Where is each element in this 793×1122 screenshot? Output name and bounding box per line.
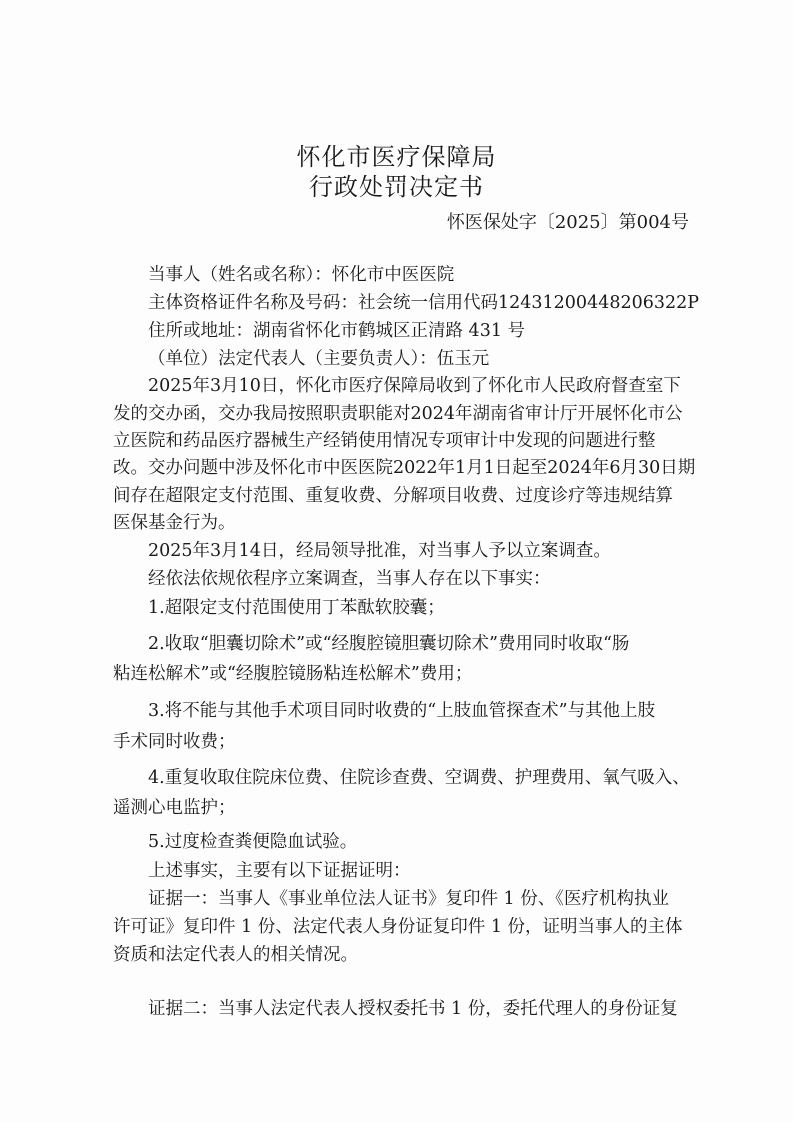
- party-address-line: 住所或地址：湖南省怀化市鹤城区正清路 431 号: [148, 321, 526, 341]
- paragraph-line: 立医院和药品医疗器械生产经销使用情况专项审计中发现的问题进行整: [113, 431, 656, 451]
- party-credential-line: 主体资格证件名称及号码：社会统一信用代码12431200448206322P: [148, 293, 700, 313]
- fact-item: 5.过度检查粪便隐血试验。: [148, 832, 358, 852]
- document-title-agency: 怀化市医疗保障局: [296, 143, 497, 171]
- legal-representative-line: （单位）法定代表人（主要负责人）：伍玉元: [148, 349, 490, 369]
- evidence-line: 许可证》复印件 1 份、法定代表人身份证复印件 1 份，证明当事人的主体: [113, 917, 683, 937]
- fact-item: 2.收取“胆囊切除术”或“经腹腔镜胆囊切除术”费用同时收取“肠: [148, 634, 630, 654]
- paragraph-line: 上述事实，主要有以下证据证明：: [148, 861, 411, 881]
- paragraph-line: 2025年3月14日，经局领导批准，对当事人予以立案调查。: [148, 541, 611, 561]
- fact-item: 1.超限定支付范围使用丁苯酞软胶囊；: [148, 598, 445, 618]
- fact-item-continuation: 遥测心电监护；: [113, 798, 236, 818]
- paragraph-line: 间存在超限定支付范围、重复收费、分解项目收费、过度诊疗等违规结算: [113, 486, 673, 506]
- fact-item-continuation: 手术同时收费；: [113, 732, 236, 752]
- party-name-line: 当事人（姓名或名称）：怀化市中医医院: [148, 265, 455, 285]
- evidence-line: 证据二：当事人法定代表人授权委托书 1 份，委托代理人的身份证复: [148, 999, 678, 1019]
- paragraph-line: 改。交办问题中涉及怀化市中医医院2022年1月1日起至2024年6月30日期: [113, 458, 696, 478]
- paragraph-line: 经依法依规依程序立案调查，当事人存在以下事实：: [148, 569, 551, 589]
- fact-item: 3.将不能与其他手术项目同时收费的“上肢血管探查术”与其他上肢: [148, 701, 656, 721]
- paragraph-line: 医保基金行为。: [113, 513, 236, 533]
- paragraph-line: 2025年3月10日，怀化市医疗保障局收到了怀化市人民政府督查室下: [148, 376, 681, 396]
- fact-item: 4.重复收取住院床位费、住院诊查费、空调费、护理费用、氧气吸入、: [148, 768, 690, 788]
- document-title-type: 行政处罚决定书: [309, 173, 484, 201]
- document-number: 怀医保处字〔2025〕第004号: [446, 212, 689, 233]
- fact-item-continuation: 粘连松解术”或“经腹腔镜肠粘连松解术”费用；: [113, 664, 473, 684]
- evidence-line: 资质和法定代表人的相关情况。: [113, 945, 358, 965]
- evidence-line: 证据一：当事人《事业单位法人证书》复印件 1 份、《医疗机构执业: [148, 889, 670, 909]
- paragraph-line: 发的交办函，交办我局按照职责职能对2024年湖南省审计厅开展怀化市公: [113, 404, 683, 424]
